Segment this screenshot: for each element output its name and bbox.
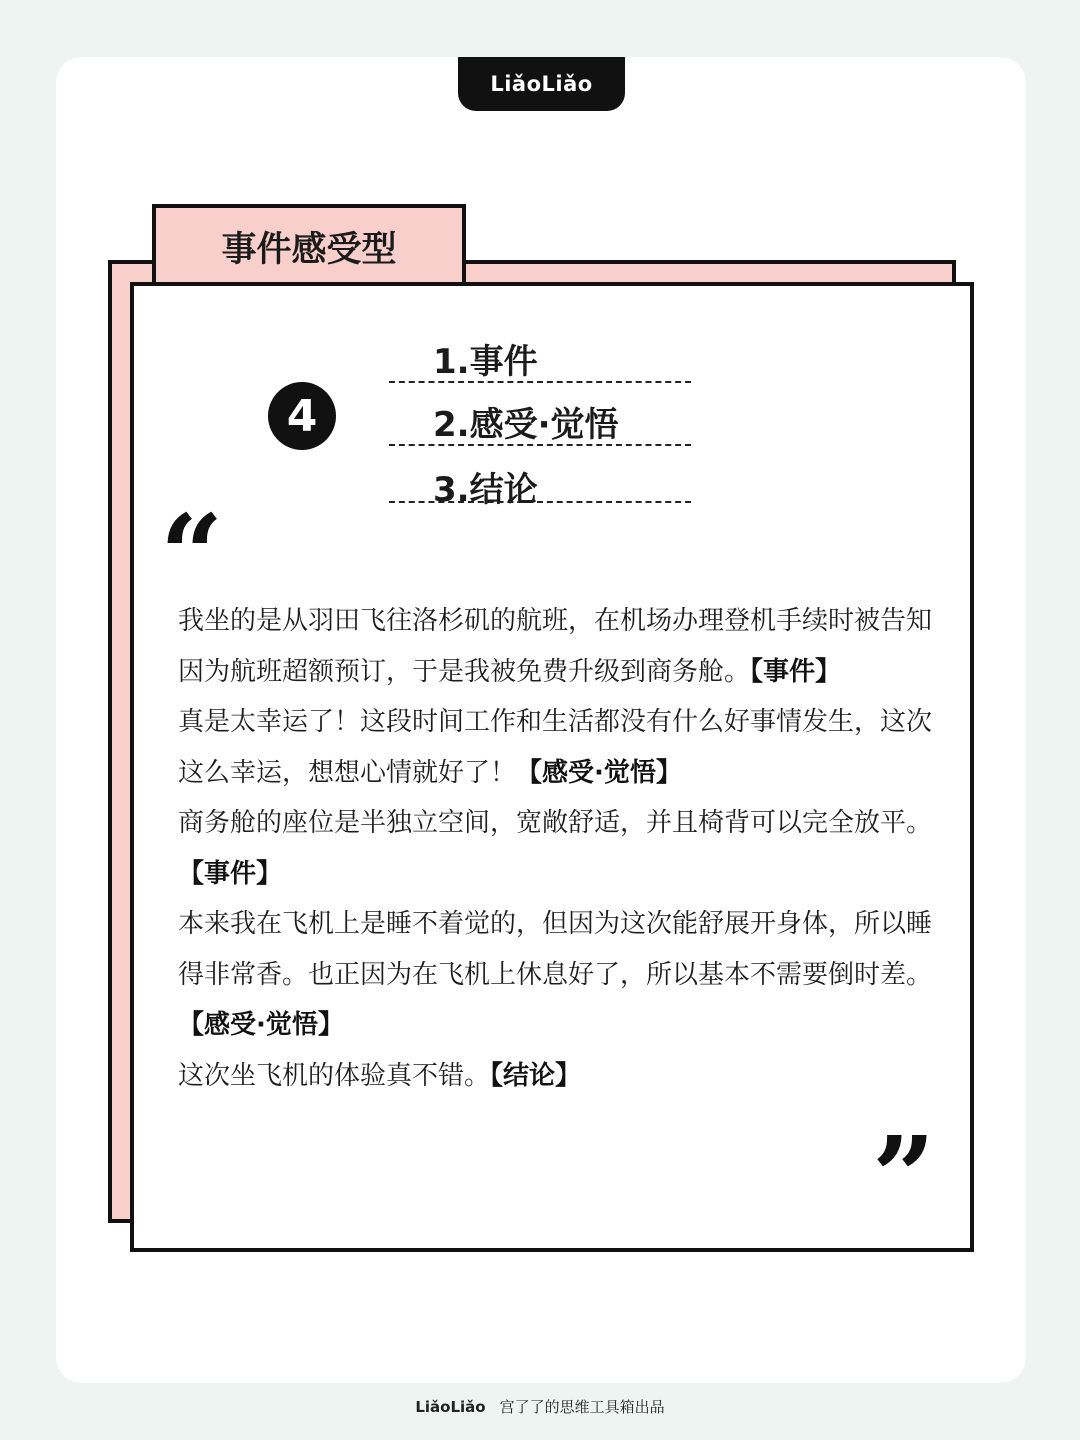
paragraph-tag: 【感受·觉悟】 (178, 1010, 344, 1040)
close-quote-icon: ” (872, 1112, 936, 1241)
footer (0, 1396, 1080, 1417)
card-title: 事件感受型 (152, 204, 466, 286)
paragraph (178, 1000, 948, 1051)
paragraph-tag: 【感受·觉悟】 (516, 757, 682, 788)
body-text (178, 596, 948, 1101)
paragraph: 真是太幸运了！这段时间工作和生活都没有什么好事情发生，这次这么幸运，想想心情就好了！【感受·觉悟】 (178, 707, 933, 788)
number-badge: 4 (268, 382, 336, 450)
footer-brand: LiǎoLiǎo (415, 1398, 486, 1416)
paragraph: 商务舱的座位是半独立空间，宽敞舒适，并且椅背可以完全放平。 (178, 808, 933, 838)
step-item: 2.感受·觉悟 (389, 405, 691, 446)
footer-credit: 宫了了的思维工具箱出品 (499, 1398, 665, 1416)
paragraph (178, 849, 948, 900)
step-item: 3.结论 (389, 470, 691, 503)
open-quote-icon: “ (160, 490, 224, 619)
step-item: 1.事件 (389, 342, 691, 383)
paragraph: 这次坐飞机的体验真不错。【结论】 (178, 1060, 582, 1091)
paragraph-tag: 【事件】 (178, 858, 283, 889)
paragraph-tag: 【事件】 (750, 656, 842, 687)
paragraph: 我坐的是从羽田飞往洛杉矶的航班，在机场办理登机手续时被告知因为航班超额预订，于是我被免费升级到商务舱。【事件】 (178, 606, 933, 687)
paragraph-tag: 【结论】 (490, 1060, 582, 1091)
brand-logo: LiǎoLiǎo (458, 57, 625, 111)
paragraph: 本来我在飞机上是睡不着觉的，但因为这次能舒展开身体，所以睡得非常香。也正因为在飞机上休息好了，所以基本不需要倒时差。 (178, 909, 933, 990)
